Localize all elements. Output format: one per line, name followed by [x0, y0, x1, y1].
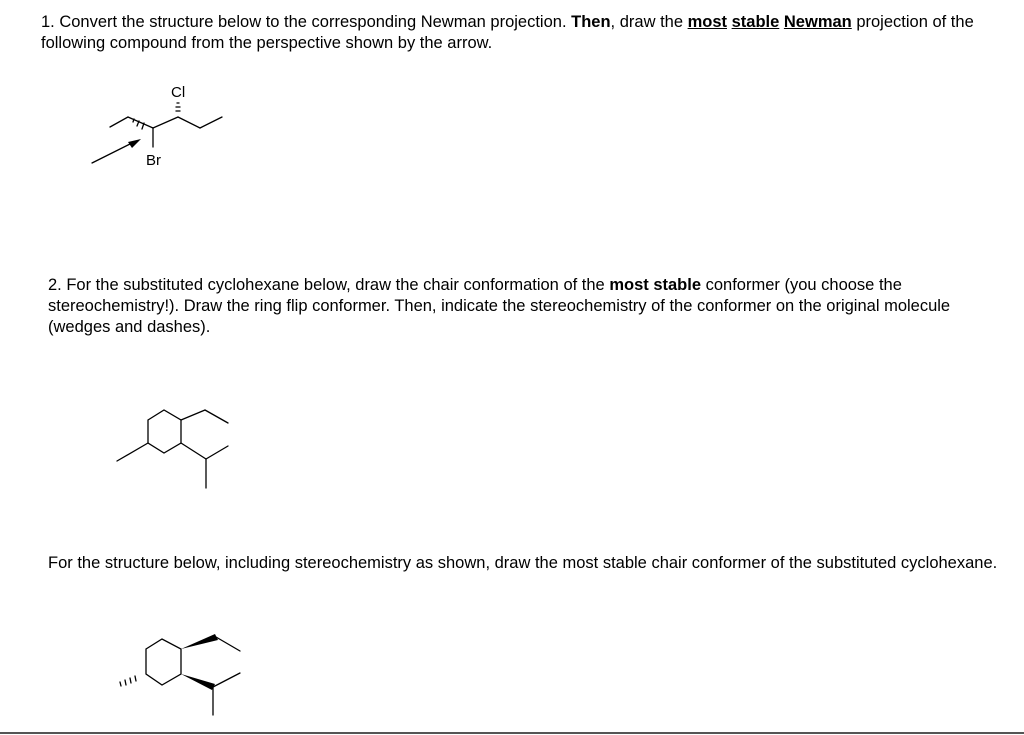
q1-prefix: 1. Convert the structure below to the corresponding Newman projection.	[41, 13, 572, 31]
wedge-bond-isopropyl	[181, 674, 215, 690]
q1-middle: , draw the	[610, 13, 688, 31]
bond-c2-c3	[128, 117, 153, 128]
cyclohexane-ring-2	[148, 410, 181, 453]
cyclohexane-ring-3	[146, 639, 181, 685]
viewing-arrow-head	[128, 139, 141, 148]
q1-then: Then	[571, 13, 611, 31]
q2-bold: most stable	[609, 276, 702, 294]
bond-c4-c5	[178, 117, 200, 128]
q1-stable: stable	[731, 13, 780, 31]
bond-methyl-1	[110, 117, 128, 127]
bond-c3-c4	[153, 117, 178, 128]
q2-suffix: conformer (you choose the stereochemistry!). Draw the ring flip conformer. Then, indicate the stereochemistry of the conformer on the original molecule (wedges and dashes).	[48, 276, 951, 336]
bond-ring3-ethyl-2	[216, 637, 240, 651]
molecule-1-structure	[92, 84, 222, 169]
viewing-arrow-shaft	[92, 143, 132, 163]
bond-isopropyl-a	[206, 446, 228, 459]
bond-ring2-ethyl-2	[205, 410, 228, 423]
bond-ring2-isopropyl	[181, 443, 206, 459]
bond-ring2-ethyl-1	[181, 410, 205, 420]
q1-most: most	[687, 13, 728, 31]
hashed-bond-methyl	[120, 676, 136, 686]
question-3-text: For the structure below, including stereochemistry as shown, draw the most stable chair conformer of the substituted cyclohexane.	[48, 554, 998, 572]
atom-cl: Cl	[171, 84, 186, 101]
atom-br: Br	[146, 152, 161, 169]
q1-newman: Newman	[783, 13, 852, 31]
bond-ring2-methyl	[117, 443, 148, 461]
q2-prefix: 2. For the substituted cyclohexane below, draw the chair conformation of the	[48, 276, 610, 294]
hashed-bond-cl	[176, 103, 180, 111]
molecule-3-structure	[120, 634, 240, 715]
bond-isopropyl3-a	[213, 673, 240, 687]
molecule-2-structure	[117, 410, 228, 488]
wedge-bond-ethyl	[181, 634, 218, 649]
q1-suffix: projection of the following compound from the perspective shown by the arrow.	[41, 13, 974, 52]
bond-c5-c6	[200, 117, 222, 128]
page-bottom-border	[0, 732, 1024, 734]
